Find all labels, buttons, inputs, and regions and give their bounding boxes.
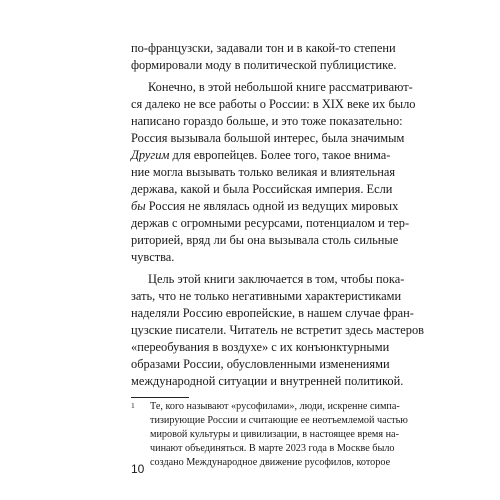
body-line-with-italic [131,147,391,164]
body-line: международной ситуации и внутренней политикой. [131,374,404,388]
italic-word: Другим [131,148,170,162]
body-line: ся далеко не все работы о России: в XIX веке их было [131,97,416,111]
footnote-line: тизирующие России и считающие ее неотъемлемой частью [150,415,408,426]
body-line: «переобувания в воздухе» с их конъюнктурными [131,340,390,354]
body-line: Конечно, в этой небольшой книге рассматривают- [148,80,413,94]
footnote-line: создано Международное движение русофилов, которое [150,457,391,468]
footnote-line: Те, кого называют «русофилами», люди, искренне симпа- [150,401,400,412]
footnote-rule [131,397,189,398]
italic-word: бы [131,199,146,213]
body-line: Цель этой книги заключается в том, чтобы пока- [148,272,405,286]
body-line: по-французски, задавали тон и в какой-то степени [131,41,396,55]
body-line: держав с огромными ресурсами, потенциалом и тер- [131,216,410,230]
footnote-line: мировой культуры и цивилизации, в настоящее время на- [150,429,399,440]
footnote-mark: 1 [131,401,135,410]
body-line: чувства. [131,250,175,264]
body-line-rest: для европейцев. Более того, такое внима- [172,148,391,162]
body-line: Россия вызывала большой интерес, была значимым [131,131,405,145]
body-line: наделяли Россию европейские, в нашем случае фран- [131,306,414,320]
body-line: ние могла вызывать только великая и влиятельная [131,165,396,179]
body-line: зать, что не только негативными характеристиками [131,289,402,303]
body-line: написано гораздо больше, и это тоже показательно: [131,114,403,128]
body-line-rest: Россия не являлась одной из ведущих мировых [148,199,399,213]
body-line-with-italic [131,198,399,215]
body-line: формировали моду в политической публицистике. [131,58,397,72]
body-line: риторией, вряд ли бы она вызывала столь сильные [131,233,399,247]
page-number: 10 [131,462,145,476]
footnote-line: чинают объединяться. В марте 2023 года в Москве было [150,443,395,454]
body-line: цузские писатели. Читатель не встретит здесь мастеров [131,323,425,337]
body-line: образами России, обусловленными изменениями [131,357,390,371]
body-line: держава, какой и была Российская империя. Если [131,182,393,196]
